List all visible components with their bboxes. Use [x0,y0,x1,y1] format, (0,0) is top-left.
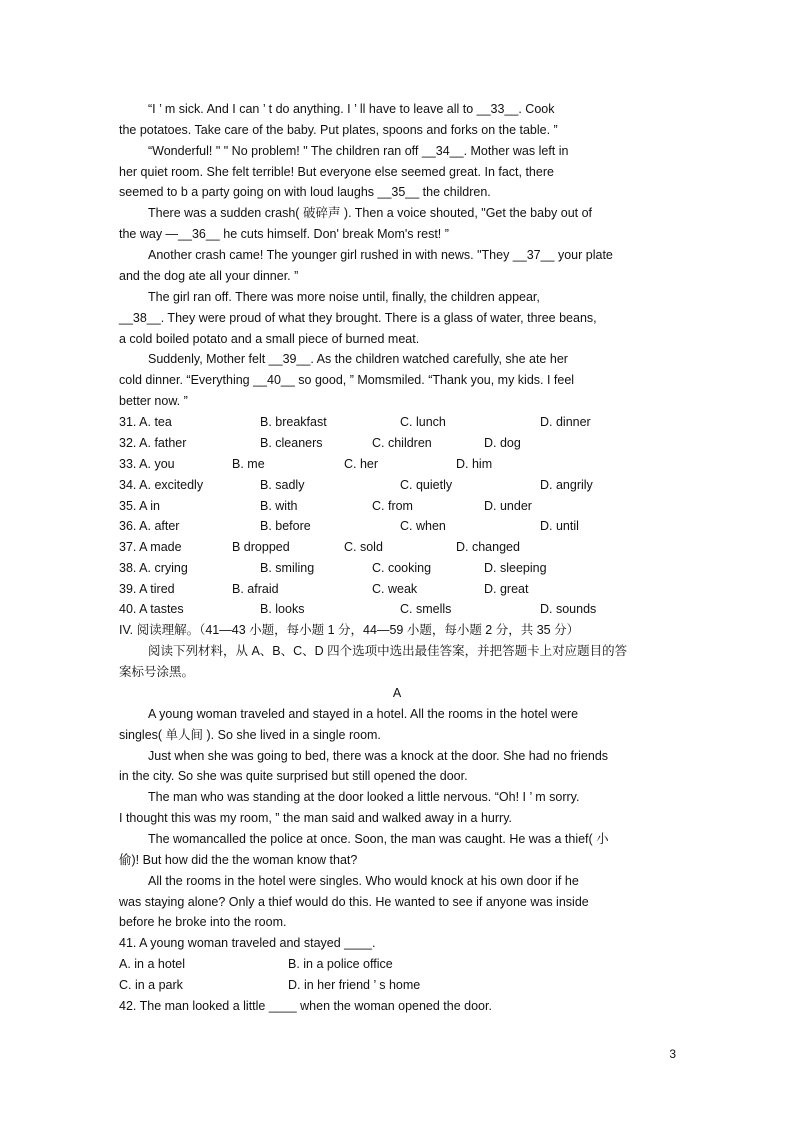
passage2-line: I thought this was my room, ” the man said and walked away in a hurry. [119,811,513,825]
option-d: D. dinner [540,415,591,429]
question-41-stem: 41. A young woman traveled and stayed ____. [119,936,376,950]
option-b: B dropped [232,540,290,554]
passage1-line: “Wonderful! " " No problem! " The children ran off __34__. Mother was left in [148,144,569,158]
option-c: C. when [400,519,446,533]
passage2-line: before he broke into the room. [119,915,287,929]
passage1-line: better now. ” [119,394,188,408]
option-b: B. smiling [260,561,315,575]
option-c: C. sold [344,540,383,554]
option-d: D. until [540,519,579,533]
question-42-stem: 42. The man looked a little ____ when the woman opened the door. [119,999,492,1013]
passage1-line: and the dog ate all your dinner. ” [119,269,299,283]
option-a: 34. A. excitedly [119,478,204,492]
option-d: D. changed [456,540,520,554]
passage2-line: The womancalled the police at once. Soon, the man was caught. He was a thief( 小 [148,832,609,846]
option-a: A. in a hotel [119,957,186,971]
option-d: D. him [456,457,493,471]
option-d: D. angrily [540,478,593,492]
passage2-line: Just when she was going to bed, there was a knock at the door. She had no friends [148,749,609,763]
option-b: B. sadly [260,478,305,492]
option-a: 31. A. tea [119,415,172,429]
passage1-line: her quiet room. She felt terrible! But everyone else seemed great. In fact, there [119,165,554,179]
passage1-line: __38__. They were proud of what they brought. There is a glass of water, three beans, [119,311,597,325]
page-number: 3 [669,1047,676,1061]
section-heading: IV. 阅读理解。（41—43 小题，每小题 1 分，44—59 小题，每小题 2 分，共 35 分） [119,623,580,637]
option-d: D. sounds [540,602,597,616]
option-a: 35. A in [119,499,161,513]
option-c: C. weak [372,582,418,596]
passage1-line: cold dinner. “Everything __40__ so good, ” Momsmiled. “Thank you, my kids. I feel [119,373,575,387]
passage2-line: All the rooms in the hotel were singles. Who would knock at his own door if he [148,874,579,888]
option-a: 38. A. crying [119,561,188,575]
passage2-line: in the city. So she was quite surprised but still opened the door. [119,769,468,783]
passage1-line: a cold boiled potato and a small piece of burned meat. [119,332,420,346]
passage2-line: 偷)! But how did the the woman know that? [119,853,358,867]
option-d: D. sleeping [484,561,547,575]
option-b: B. with [260,499,298,513]
passage2-line: was staying alone? Only a thief would do this. He wanted to see if anyone was inside [119,895,589,909]
passage1-line: The girl ran off. There was more noise until, finally, the children appear, [148,290,540,304]
option-b: B. before [260,519,311,533]
option-b: B. me [232,457,265,471]
option-a: 37. A made [119,540,182,554]
option-b: B. afraid [232,582,279,596]
passage1-line: “I ’ m sick. And I can ’ t do anything. I ’ ll have to leave all to __33__. Cook [148,102,555,116]
passage1-line: the potatoes. Take care of the baby. Put plates, spoons and forks on the table. ” [119,123,558,137]
option-b: B. breakfast [260,415,327,429]
option-c: C. children [372,436,432,450]
option-d: D. under [484,499,532,513]
passage1-line: the way —__36__ he cuts himself. Don' break Mom's rest! ” [119,227,449,241]
option-c: C. in a park [119,978,183,992]
option-a: 39. A tired [119,582,175,596]
option-a: 40. A tastes [119,602,184,616]
section-instructions: 案标号涂黑。 [119,665,195,679]
passage2-line: The man who was standing at the door looked a little nervous. “Oh! I ’ m sorry. [148,790,580,804]
passage1-line: seemed to b a party going on with loud laughs __35__ the children. [119,185,491,199]
option-c: C. cooking [372,561,432,575]
option-d: D. great [484,582,529,596]
option-d: D. dog [484,436,521,450]
option-c: C. smells [400,602,452,616]
option-a: 32. A. father [119,436,187,450]
option-c: C. from [372,499,413,513]
passage2-line: singles( 单人间 ). So she lived in a single room. [119,728,381,742]
section-instructions: 阅读下列材料，从 A、B、C、D 四个选项中选出最佳答案，并把答题卡上对应题目的答 [148,644,628,658]
option-b: B. in a police office [288,957,393,971]
passage-label: A [392,686,402,700]
option-c: C. lunch [400,415,446,429]
option-a: 36. A. after [119,519,180,533]
passage1-line: There was a sudden crash( 破碎声 ). Then a voice shouted, "Get the baby out of [148,206,593,220]
passage1-line: Suddenly, Mother felt __39__. As the children watched carefully, she ate her [148,352,568,366]
option-b: B. looks [260,602,305,616]
option-c: C. quietly [400,478,453,492]
option-c: C. her [344,457,379,471]
option-d: D. in her friend ’ s home [288,978,421,992]
option-a: 33. A. you [119,457,175,471]
passage1-line: Another crash came! The younger girl rushed in with news. "They __37__ your plate [148,248,613,262]
option-b: B. cleaners [260,436,323,450]
passage2-line: A young woman traveled and stayed in a hotel. All the rooms in the hotel were [148,707,579,721]
